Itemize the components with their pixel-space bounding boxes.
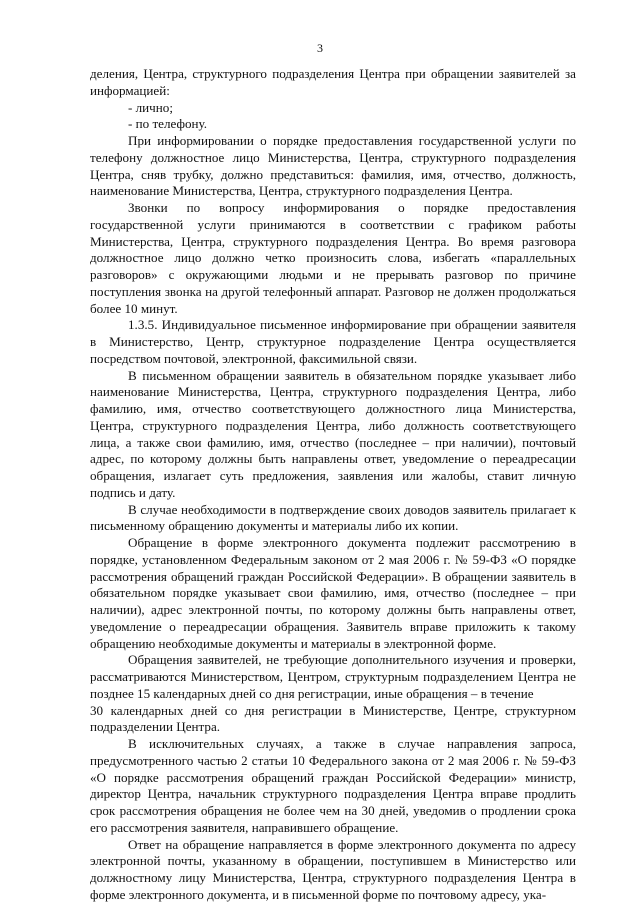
paragraph-written-request-contents: В письменном обращении заявитель в обязательном порядке указывает либо наименование Министерства, Центра, структурного подразделения Центра, либо фамилию, имя, отчество соответствующего должностного лица Министерства, Центра, структурного подразделения Центра, либо должность соответствующего лица, а также свои фамилию, имя, отчество (последнее – при наличии), почтовый адрес, по которому должны быть направлены ответ, уведомление о переадресации обращения, излагает суть предложения, заявления или жалобы, ставит личную подпись и дату. (90, 367, 576, 500)
paragraph-attachments: В случае необходимости в подтверждение своих доводов заявитель прилагает к письменному обращению документы и материалы либо их копии. (90, 501, 576, 534)
paragraph-phone-informing: При информировании о порядке предоставления государственной услуги по телефону должностное лицо Министерства, Центра, структурного подразделения Центра, сняв трубку, должно представиться: фамилия, имя, отчество, должность, наименование Министерства, Центра, структурного подразделения Центра. (90, 133, 576, 199)
paragraph-written-informing: 1.3.5. Индивидуальное письменное информирование при обращении заявителя в Министерство, Центр, структурное подразделение Центра осуществляется посредством почтовой, электронной, факсимильной связи. (90, 317, 576, 366)
paragraph-review-deadline: Обращения заявителей, не требующие дополнительного изучения и проверки, рассматриваются Министерством, Центром, структурным подразделением Центра не позднее 15 календарных дней со дня регистрации, иные обращения – в течение (90, 652, 576, 701)
list-item-in-person: - лично; (128, 99, 173, 115)
document-body (90, 66, 576, 904)
paragraph-exceptional-cases: В исключительных случаях, а также в случае направления запроса, предусмотренного частью 2 статьи 10 Федерального закона от 2 мая 2006 г. № 59-ФЗ «О порядке рассмотрения обращений граждан Российской Федерации» министр, директор Центра, начальник структурного подразделения Центра вправе продлить срок рассмотрения обращения не более чем на 30 дней, уведомив о продлении срока его рассмотрения заявителя, направившего обращение. (90, 736, 576, 835)
page-number: 3 (317, 41, 323, 55)
paragraph-response-delivery: Ответ на обращение направляется в форме электронного документа по адресу электронной почты, указанному в обращении, поступившем в Министерство или должностному лицу Министерства, Центра, структурного подразделения Центра в форме электронного документа, и в письменной форме по почтовому адресу, ука- (90, 836, 576, 902)
paragraph-review-deadline-continuation: 30 календарных дней со дня регистрации в Министерстве, Центре, структурном подразделении Центра. (90, 702, 576, 735)
paragraph-continuation: деления, Центра, структурного подразделения Центра при обращении заявителей за информацией: (90, 66, 576, 98)
paragraph-electronic-request: Обращение в форме электронного документа подлежит рассмотрению в порядке, установленном Федеральным законом от 2 мая 2006 г. № 59-ФЗ «О порядке рассмотрения обращений граждан Российской Федерации». В обращении заявитель в обязательном порядке указывает свои фамилию, имя, отчество (последнее – при наличии), адрес электронной почты, по которому должны быть направлены ответ, уведомление о переадресации обращения. Заявитель вправе приложить к такому обращению необходимые документы и материалы в электронной форме. (90, 535, 576, 651)
list-item-by-phone: - по телефону. (128, 116, 208, 132)
paragraph-calls: Звонки по вопросу информирования о порядке предоставления государственной услуги принимаются в соответствии с графиком работы Министерства, Центра, структурного подразделения Центра. Во время разговора должностное лицо должно четко произносить слова, избегать «параллельных разговоров» с окружающими людьми и не прерывать разговор по причине поступления звонка на другой телефонный аппарат. Разговор не должен продолжаться более 10 минут. (90, 200, 576, 316)
